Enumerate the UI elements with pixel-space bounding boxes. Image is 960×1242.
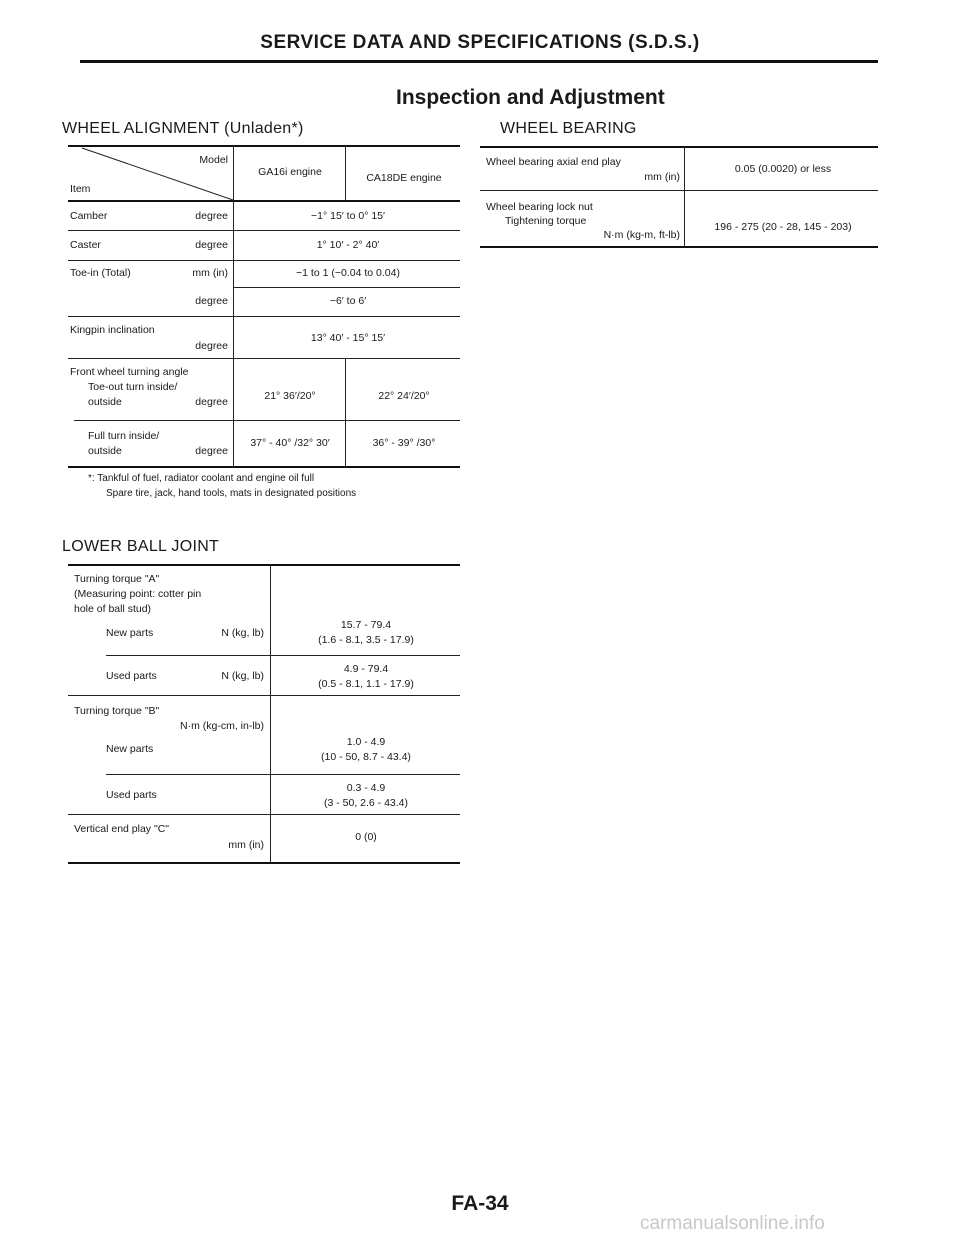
table-rule	[74, 420, 460, 421]
torque-b-used-value-1: 0.3 - 4.9	[346, 782, 386, 794]
torque-a-used-label: Used parts	[106, 670, 157, 682]
toeout-unit: degree	[195, 396, 228, 408]
toein-label: Toe-in (Total)	[70, 267, 131, 279]
fullturn-unit: degree	[195, 445, 228, 457]
end-play-c-label: Vertical end play "C"	[74, 823, 170, 835]
torque-b-used-label: Used parts	[106, 789, 157, 801]
page-number: FA-34	[451, 1192, 509, 1215]
col-ca18de: CA18DE engine	[366, 172, 442, 184]
table-rule	[480, 146, 878, 148]
torque-a-ball-stud: hole of ball stud)	[74, 603, 152, 615]
end-play-c-unit: mm (in)	[228, 839, 264, 851]
lower-ball-joint-title: LOWER BALL JOINT	[62, 538, 220, 555]
torque-a-new-label: New parts	[106, 627, 154, 639]
table-rule	[68, 564, 460, 566]
table-divider	[270, 564, 271, 862]
lock-nut-label: Wheel bearing lock nut	[486, 201, 593, 213]
toeout-label: Toe-out turn inside/	[88, 381, 178, 393]
table-rule	[106, 655, 460, 656]
axial-end-play-unit: mm (in)	[644, 171, 680, 183]
header-item: Item	[70, 183, 91, 195]
torque-a-used-value-1: 4.9 - 79.4	[343, 663, 389, 675]
lock-nut-unit: N·m (kg-m, ft-lb)	[603, 229, 680, 241]
caster-label: Caster	[70, 239, 101, 251]
table-rule	[68, 316, 460, 317]
col-ga16i: GA16i engine	[258, 166, 322, 178]
torque-b-label: Turning torque "B"	[74, 705, 160, 717]
torque-b-unit: N·m (kg-cm, in-lb)	[180, 720, 264, 732]
toein-unit-mm: mm (in)	[192, 267, 228, 279]
footnote-line-1: *: Tankful of fuel, radiator coolant and engine oil full	[88, 473, 315, 484]
toein-value-degree: −6′ to 6′	[329, 295, 367, 307]
table-divider	[345, 358, 346, 466]
footnote-line-2: Spare tire, jack, hand tools, mats in designated positions	[106, 488, 357, 499]
table-rule	[106, 774, 460, 775]
camber-unit: degree	[195, 210, 228, 222]
torque-a-new-unit: N (kg, lb)	[221, 627, 264, 639]
wheel-alignment-title: WHEEL ALIGNMENT (Unladen*)	[62, 120, 304, 137]
torque-a-new-value-2: (1.6 - 8.1, 3.5 - 17.9)	[318, 634, 414, 646]
fullturn-label: Full turn inside/	[88, 430, 160, 442]
turning-angle-label: Front wheel turning angle	[70, 366, 189, 378]
fullturn-ga16i-value: 37° - 40° /32° 30′	[250, 437, 330, 449]
end-play-c-value: 0 (0)	[355, 831, 377, 843]
table-rule	[68, 230, 460, 231]
header-model: Model	[199, 154, 228, 166]
toeout-outside-label: outside	[88, 396, 122, 408]
tightening-torque-label: Tightening torque	[505, 215, 587, 227]
table-rule	[68, 260, 460, 261]
table-rule	[480, 190, 878, 191]
table-divider	[345, 145, 346, 200]
axial-end-play-label: Wheel bearing axial end play	[486, 156, 621, 168]
torque-a-measuring-point: (Measuring point: cotter pin	[74, 588, 202, 600]
kingpin-unit: degree	[195, 340, 228, 352]
table-rule	[68, 358, 460, 359]
toeout-ca18de-value: 22° 24′/20°	[378, 390, 430, 402]
torque-b-used-value-2: (3 - 50, 2.6 - 43.4)	[323, 797, 409, 809]
table-divider	[684, 146, 685, 246]
kingpin-label: Kingpin inclination	[70, 324, 155, 336]
fullturn-ca18de-value: 36° - 39° /30°	[372, 437, 436, 449]
section-subtitle: Inspection and Adjustment	[396, 86, 665, 109]
table-rule	[68, 695, 460, 696]
toein-unit-degree: degree	[195, 295, 228, 307]
page-header-title: SERVICE DATA AND SPECIFICATIONS (S.D.S.)	[260, 32, 700, 53]
toein-value-mm: −1 to 1 (−0.04 to 0.04)	[296, 267, 400, 279]
caster-value: 1° 10′ - 2° 40′	[316, 239, 380, 251]
kingpin-value: 13° 40′ - 15° 15′	[310, 332, 386, 344]
table-rule	[233, 287, 460, 288]
caster-unit: degree	[195, 239, 228, 251]
table-rule	[68, 862, 460, 864]
camber-value: −1° 15′ to 0° 15′	[311, 210, 385, 222]
table-rule	[68, 814, 460, 815]
fullturn-outside-label: outside	[88, 445, 122, 457]
torque-b-new-value-1: 1.0 - 4.9	[346, 736, 386, 748]
table-rule	[68, 466, 460, 468]
header-rule	[80, 60, 878, 63]
toeout-ga16i-value: 21° 36′/20°	[264, 390, 316, 402]
watermark: carmanualsonline.info	[640, 1213, 825, 1234]
torque-b-new-label: New parts	[106, 743, 154, 755]
torque-a-label: Turning torque "A"	[74, 573, 160, 585]
camber-label: Camber	[70, 210, 108, 222]
wheel-bearing-title: WHEEL BEARING	[500, 120, 637, 137]
torque-a-new-value-1: 15.7 - 79.4	[340, 619, 392, 631]
table-rule	[480, 246, 878, 248]
axial-end-play-value: 0.05 (0.0020) or less	[734, 163, 832, 175]
torque-b-new-value-2: (10 - 50, 8.7 - 43.4)	[321, 751, 411, 763]
lock-nut-value: 196 - 275 (20 - 28, 145 - 203)	[714, 221, 852, 233]
torque-a-used-value-2: (0.5 - 8.1, 1.1 - 17.9)	[318, 678, 414, 690]
torque-a-used-unit: N (kg, lb)	[221, 670, 264, 682]
